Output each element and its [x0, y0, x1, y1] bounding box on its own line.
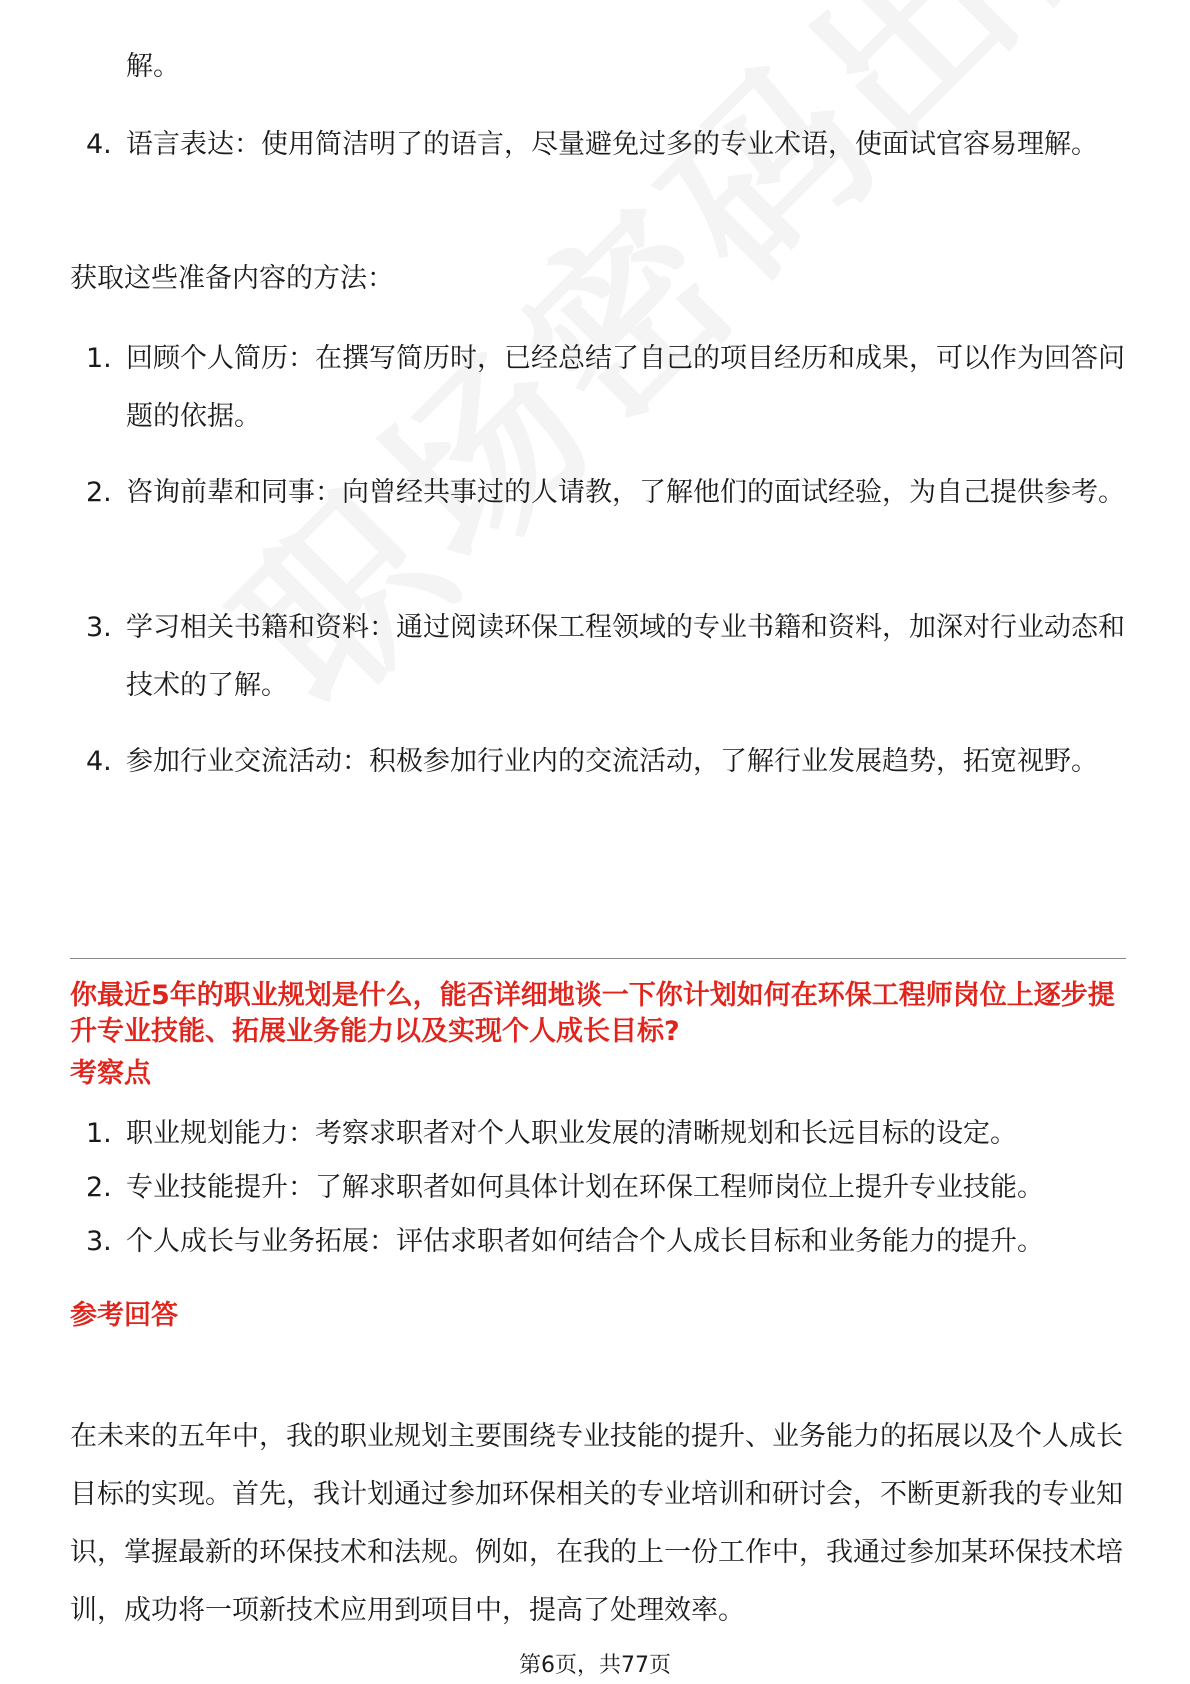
point-item	[86, 1116, 1126, 1152]
list-number: 4.	[86, 746, 112, 777]
list-number: 1.	[86, 1118, 112, 1149]
method-item	[86, 464, 1126, 522]
answer-body: 在未来的五年中，我的职业规划主要围绕专业技能的提升、业务能力的拓展以及个人成长目标的实现。首先，我计划通过参加环保相关的专业培训和研讨会，不断更新我的专业知识，掌握最新的环保技术和法规。例如，在我的上一份工作中，我通过参加某环保技术培训，成功将一项新技术应用到项目中，提高了处理效率。	[70, 1421, 1123, 1626]
list-text: 专业技能提升：了解求职者如何具体计划在环保工程师岗位上提升专业技能。	[126, 1172, 1044, 1203]
methods-heading: 获取这些准备内容的方法：	[70, 263, 394, 294]
fragment-text: 解。	[126, 51, 180, 82]
list-item	[86, 116, 1126, 174]
point-item	[86, 1224, 1126, 1260]
list-number: 2.	[86, 477, 112, 508]
list-text: 咨询前辈和同事：向曾经共事过的人请教，了解他们的面试经验，为自己提供参考。	[126, 477, 1125, 508]
point-item	[86, 1170, 1126, 1206]
list-text: 回顾个人简历：在撰写简历时，已经总结了自己的项目经历和成果，可以作为回答问题的依据。	[126, 343, 1125, 432]
list-text: 参加行业交流活动：积极参加行业内的交流活动，了解行业发展趋势，拓宽视野。	[126, 746, 1098, 777]
list-text: 个人成长与业务拓展：评估求职者如何结合个人成长目标和业务能力的提升。	[126, 1226, 1044, 1257]
method-item	[86, 330, 1126, 446]
list-text: 职业规划能力：考察求职者对个人职业发展的清晰规划和长远目标的设定。	[126, 1118, 1017, 1149]
page-number: 第6页，共77页	[519, 1653, 671, 1678]
list-number: 3.	[86, 1226, 112, 1257]
method-item	[86, 733, 1126, 791]
list-item-fragment	[86, 38, 1126, 96]
list-number: 3.	[86, 612, 112, 643]
list-text: 学习相关书籍和资料：通过阅读环保工程领域的专业书籍和资料，加深对行业动态和技术的了解。	[126, 612, 1125, 701]
method-item	[86, 599, 1126, 715]
answer-heading: 参考回答	[70, 1300, 178, 1331]
list-number: 4.	[86, 129, 112, 160]
points-heading: 考察点	[70, 1058, 151, 1089]
section-divider	[70, 958, 1126, 959]
list-text: 语言表达：使用简洁明了的语言，尽量避免过多的专业术语，使面试官容易理解。	[126, 129, 1098, 160]
list-number: 2.	[86, 1172, 112, 1203]
list-number: 1.	[86, 343, 112, 374]
question-title: 你最近5年的职业规划是什么，能否详细地谈一下你计划如何在环保工程师岗位上逐步提升专业技能、拓展业务能力以及实现个人成长目标?	[70, 980, 1115, 1047]
